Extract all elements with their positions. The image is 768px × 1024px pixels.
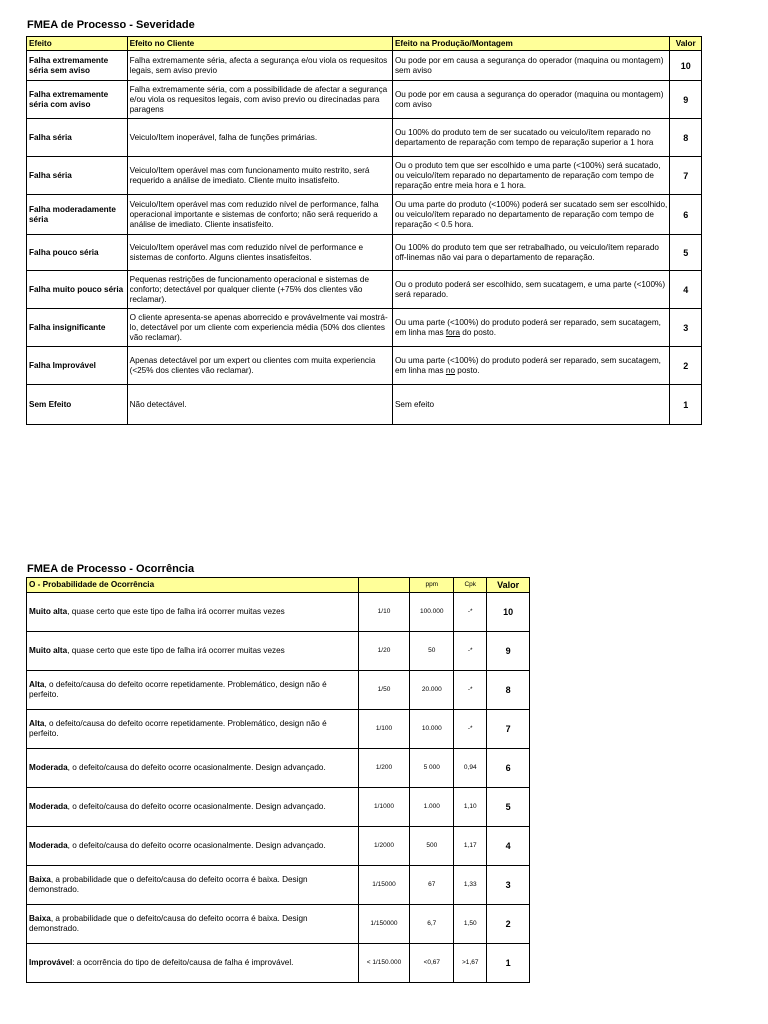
frequency-cell: < 1/150.000 — [358, 944, 410, 983]
occurrence-header-row — [27, 578, 530, 593]
value-cell: 6 — [487, 749, 530, 788]
client-effect-cell: Falha extremamente séria, com a possibilidade de afectar a segurança e/ou viola os requesitos legais, com aviso previo ou direcinadas para paragens — [127, 81, 392, 119]
probability-description: Moderada, o defeito/causa do defeito ocorre ocasionalmente. Design advançado. — [27, 827, 359, 866]
production-effect-cell: Sem efeito — [392, 385, 670, 425]
frequency-cell: 1/20 — [358, 632, 410, 671]
header-efeito: Efeito — [27, 37, 128, 51]
probability-description: Moderada, o defeito/causa do defeito ocorre ocasionalmente. Design advançado. — [27, 749, 359, 788]
cpk-cell: -* — [454, 593, 487, 632]
effect-cell: Falha extremamente séria com aviso — [27, 81, 128, 119]
table-row — [27, 866, 530, 905]
value-cell: 10 — [670, 51, 702, 81]
cpk-cell: -* — [454, 710, 487, 749]
frequency-cell: 1/100 — [358, 710, 410, 749]
frequency-cell: 1/2000 — [358, 827, 410, 866]
value-cell: 5 — [670, 235, 702, 271]
frequency-cell: 1/10 — [358, 593, 410, 632]
client-effect-cell: Não detectável. — [127, 385, 392, 425]
effect-cell: Falha insignificante — [27, 309, 128, 347]
production-effect-cell: Ou o produto poderá ser escolhido, sem sucatagem, e uma parte (<100%) será reparado. — [392, 271, 670, 309]
production-effect-cell: Ou 100% do produto tem de ser sucatado ou veiculo/ítem reparado no departamento de reparação com tempo de reparação superior a 1 hora — [392, 119, 670, 157]
client-effect-cell: Falha extremamente séria, afecta a segurança e/ou viola os requesitos legais, sem aviso previo — [127, 51, 392, 81]
header-valor: Valor — [487, 578, 530, 593]
value-cell: 7 — [487, 710, 530, 749]
production-effect-cell: Ou uma parte (<100%) do produto poderá ser reparado, sem sucatagem, em linha mas no posto. — [392, 347, 670, 385]
production-effect-cell: Ou o produto tem que ser escolhido e uma parte (<100%) será sucatado, ou veiculo/ítem reparado no departamento de reparação com tempo de reparação entre meia hora e 1 hora. — [392, 157, 670, 195]
value-cell: 4 — [487, 827, 530, 866]
probability-description: Muito alta, quase certo que este tipo de falha irá ocorrer muitas vezes — [27, 593, 359, 632]
table-row — [27, 309, 702, 347]
ppm-cell: 5 000 — [410, 749, 454, 788]
frequency-cell: 1/1000 — [358, 788, 410, 827]
client-effect-cell: Apenas detectável por um expert ou clientes com muita experiencia (<25% dos clientes vão reclamar). — [127, 347, 392, 385]
table-row — [27, 710, 530, 749]
effect-cell: Sem Efeito — [27, 385, 128, 425]
occurrence-title: FMEA de Processo - Ocorrência — [27, 563, 195, 575]
effect-cell: Falha séria — [27, 157, 128, 195]
value-cell: 8 — [670, 119, 702, 157]
value-cell: 9 — [487, 632, 530, 671]
frequency-cell: 1/200 — [358, 749, 410, 788]
ppm-cell: 50 — [410, 632, 454, 671]
client-effect-cell: Pequenas restrições de funcionamento operacional e sistemas de conforto; detectável por qualquer cliente (+75% dos clientes vão reclamar). — [127, 271, 392, 309]
value-cell: 2 — [670, 347, 702, 385]
probability-description: Muito alta, quase certo que este tipo de falha irá ocorrer muitas vezes — [27, 632, 359, 671]
production-effect-cell: Ou uma parte do produto (<100%) poderá ser sucatado sem ser escolhido, ou veiculo/ítem reparado no departamento de reparação com tempo de reparação < 0.5 hora. — [392, 195, 670, 235]
production-effect-cell: Ou uma parte (<100%) do produto poderá ser reparado, sem sucatagem, em linha mas fora do posto. — [392, 309, 670, 347]
cpk-cell: 1,10 — [454, 788, 487, 827]
table-row — [27, 81, 702, 119]
severity-title: FMEA de Processo - Severidade — [27, 19, 195, 31]
cpk-cell: 0,94 — [454, 749, 487, 788]
value-cell: 3 — [670, 309, 702, 347]
cpk-cell: >1,67 — [454, 944, 487, 983]
ppm-cell: 100.000 — [410, 593, 454, 632]
table-row — [27, 347, 702, 385]
effect-cell: Falha Improvável — [27, 347, 128, 385]
probability-description: Alta, o defeito/causa do defeito ocorre repetidamente. Problemático, design não é perfeito. — [27, 710, 359, 749]
effect-cell: Falha extremamente séria sem aviso — [27, 51, 128, 81]
table-row — [27, 157, 702, 195]
table-row — [27, 749, 530, 788]
table-row — [27, 271, 702, 309]
value-cell: 7 — [670, 157, 702, 195]
probability-description: Baixa, a probabilidade que o defeito/causa do defeito ocorra é baixa. Design demonstrado. — [27, 866, 359, 905]
production-effect-cell: Ou pode por em causa a segurança do operador (maquina ou montagem) sem aviso — [392, 51, 670, 81]
header-probability: O - Probabilidade de Ocorrência — [27, 578, 359, 593]
table-row — [27, 593, 530, 632]
value-cell: 4 — [670, 271, 702, 309]
occurrence-table — [26, 577, 530, 983]
ppm-cell: <0,67 — [410, 944, 454, 983]
ppm-cell: 20.000 — [410, 671, 454, 710]
table-row — [27, 671, 530, 710]
production-effect-cell: Ou 100% do produto tem que ser retrabalhado, ou veiculo/ítem reparado off-linemas não vai para o departamento de reparação. — [392, 235, 670, 271]
table-row — [27, 944, 530, 983]
cpk-cell: -* — [454, 671, 487, 710]
table-row — [27, 119, 702, 157]
table-row — [27, 385, 702, 425]
effect-cell: Falha séria — [27, 119, 128, 157]
table-row — [27, 788, 530, 827]
production-effect-cell: Ou pode por em causa a segurança do operador (maquina ou montagem) com aviso — [392, 81, 670, 119]
effect-cell: Falha pouco séria — [27, 235, 128, 271]
cpk-cell: -* — [454, 632, 487, 671]
frequency-cell: 1/50 — [358, 671, 410, 710]
value-cell: 6 — [670, 195, 702, 235]
client-effect-cell: O cliente apresenta-se apenas aborrecido e provávelmente vai mostrá-lo, detectável por um cliente com experiencia média (50% dos clientes vão reclamar). — [127, 309, 392, 347]
header-cpk: Cpk — [454, 578, 487, 593]
ppm-cell: 10.000 — [410, 710, 454, 749]
severity-table — [26, 36, 702, 425]
cpk-cell: 1,17 — [454, 827, 487, 866]
frequency-cell: 1/150000 — [358, 905, 410, 944]
ppm-cell: 6,7 — [410, 905, 454, 944]
header-valor: Valor — [670, 37, 702, 51]
value-cell: 8 — [487, 671, 530, 710]
probability-description: Improvável: a ocorrência do tipo de defeito/causa de falha é improvável. — [27, 944, 359, 983]
effect-cell: Falha moderadamente séria — [27, 195, 128, 235]
value-cell: 10 — [487, 593, 530, 632]
frequency-cell: 1/15000 — [358, 866, 410, 905]
header-efeito-producao: Efeito na Produção/Montagem — [392, 37, 670, 51]
ppm-cell: 67 — [410, 866, 454, 905]
probability-description: Moderada, o defeito/causa do defeito ocorre ocasionalmente. Design advançado. — [27, 788, 359, 827]
table-row — [27, 905, 530, 944]
header-ppm: ppm — [410, 578, 454, 593]
table-row — [27, 632, 530, 671]
value-cell: 1 — [670, 385, 702, 425]
table-row — [27, 235, 702, 271]
value-cell: 9 — [670, 81, 702, 119]
cpk-cell: 1,33 — [454, 866, 487, 905]
value-cell: 5 — [487, 788, 530, 827]
table-row — [27, 195, 702, 235]
value-cell: 2 — [487, 905, 530, 944]
cpk-cell: 1,50 — [454, 905, 487, 944]
effect-cell: Falha muito pouco séria — [27, 271, 128, 309]
severity-header-row — [27, 37, 702, 51]
probability-description: Baixa, a probabilidade que o defeito/causa do defeito ocorra é baixa. Design demonstrado. — [27, 905, 359, 944]
ppm-cell: 1.000 — [410, 788, 454, 827]
client-effect-cell: Veiculo/Item operável mas com funcionamento muito restrito, será requerido a análise de imediato. Cliente muito insatisfeito. — [127, 157, 392, 195]
client-effect-cell: Veiculo/Item inoperável, falha de funções primárias. — [127, 119, 392, 157]
value-cell: 3 — [487, 866, 530, 905]
header-efeito-cliente: Efeito no Cliente — [127, 37, 392, 51]
client-effect-cell: Veiculo/Item operável mas com reduzido nível de performance, falha operacional importante e sistemas de conforto; não será requerido a análise de imediato. Cliente insatisfeito. — [127, 195, 392, 235]
header-frequency — [358, 578, 410, 593]
ppm-cell: 500 — [410, 827, 454, 866]
table-row — [27, 51, 702, 81]
value-cell: 1 — [487, 944, 530, 983]
client-effect-cell: Veiculo/Item operável mas com reduzido nível de performance e sistemas de conforto. Alguns clientes insatisfeitos. — [127, 235, 392, 271]
table-row — [27, 827, 530, 866]
probability-description: Alta, o defeito/causa do defeito ocorre repetidamente. Problemático, design não é perfeito. — [27, 671, 359, 710]
